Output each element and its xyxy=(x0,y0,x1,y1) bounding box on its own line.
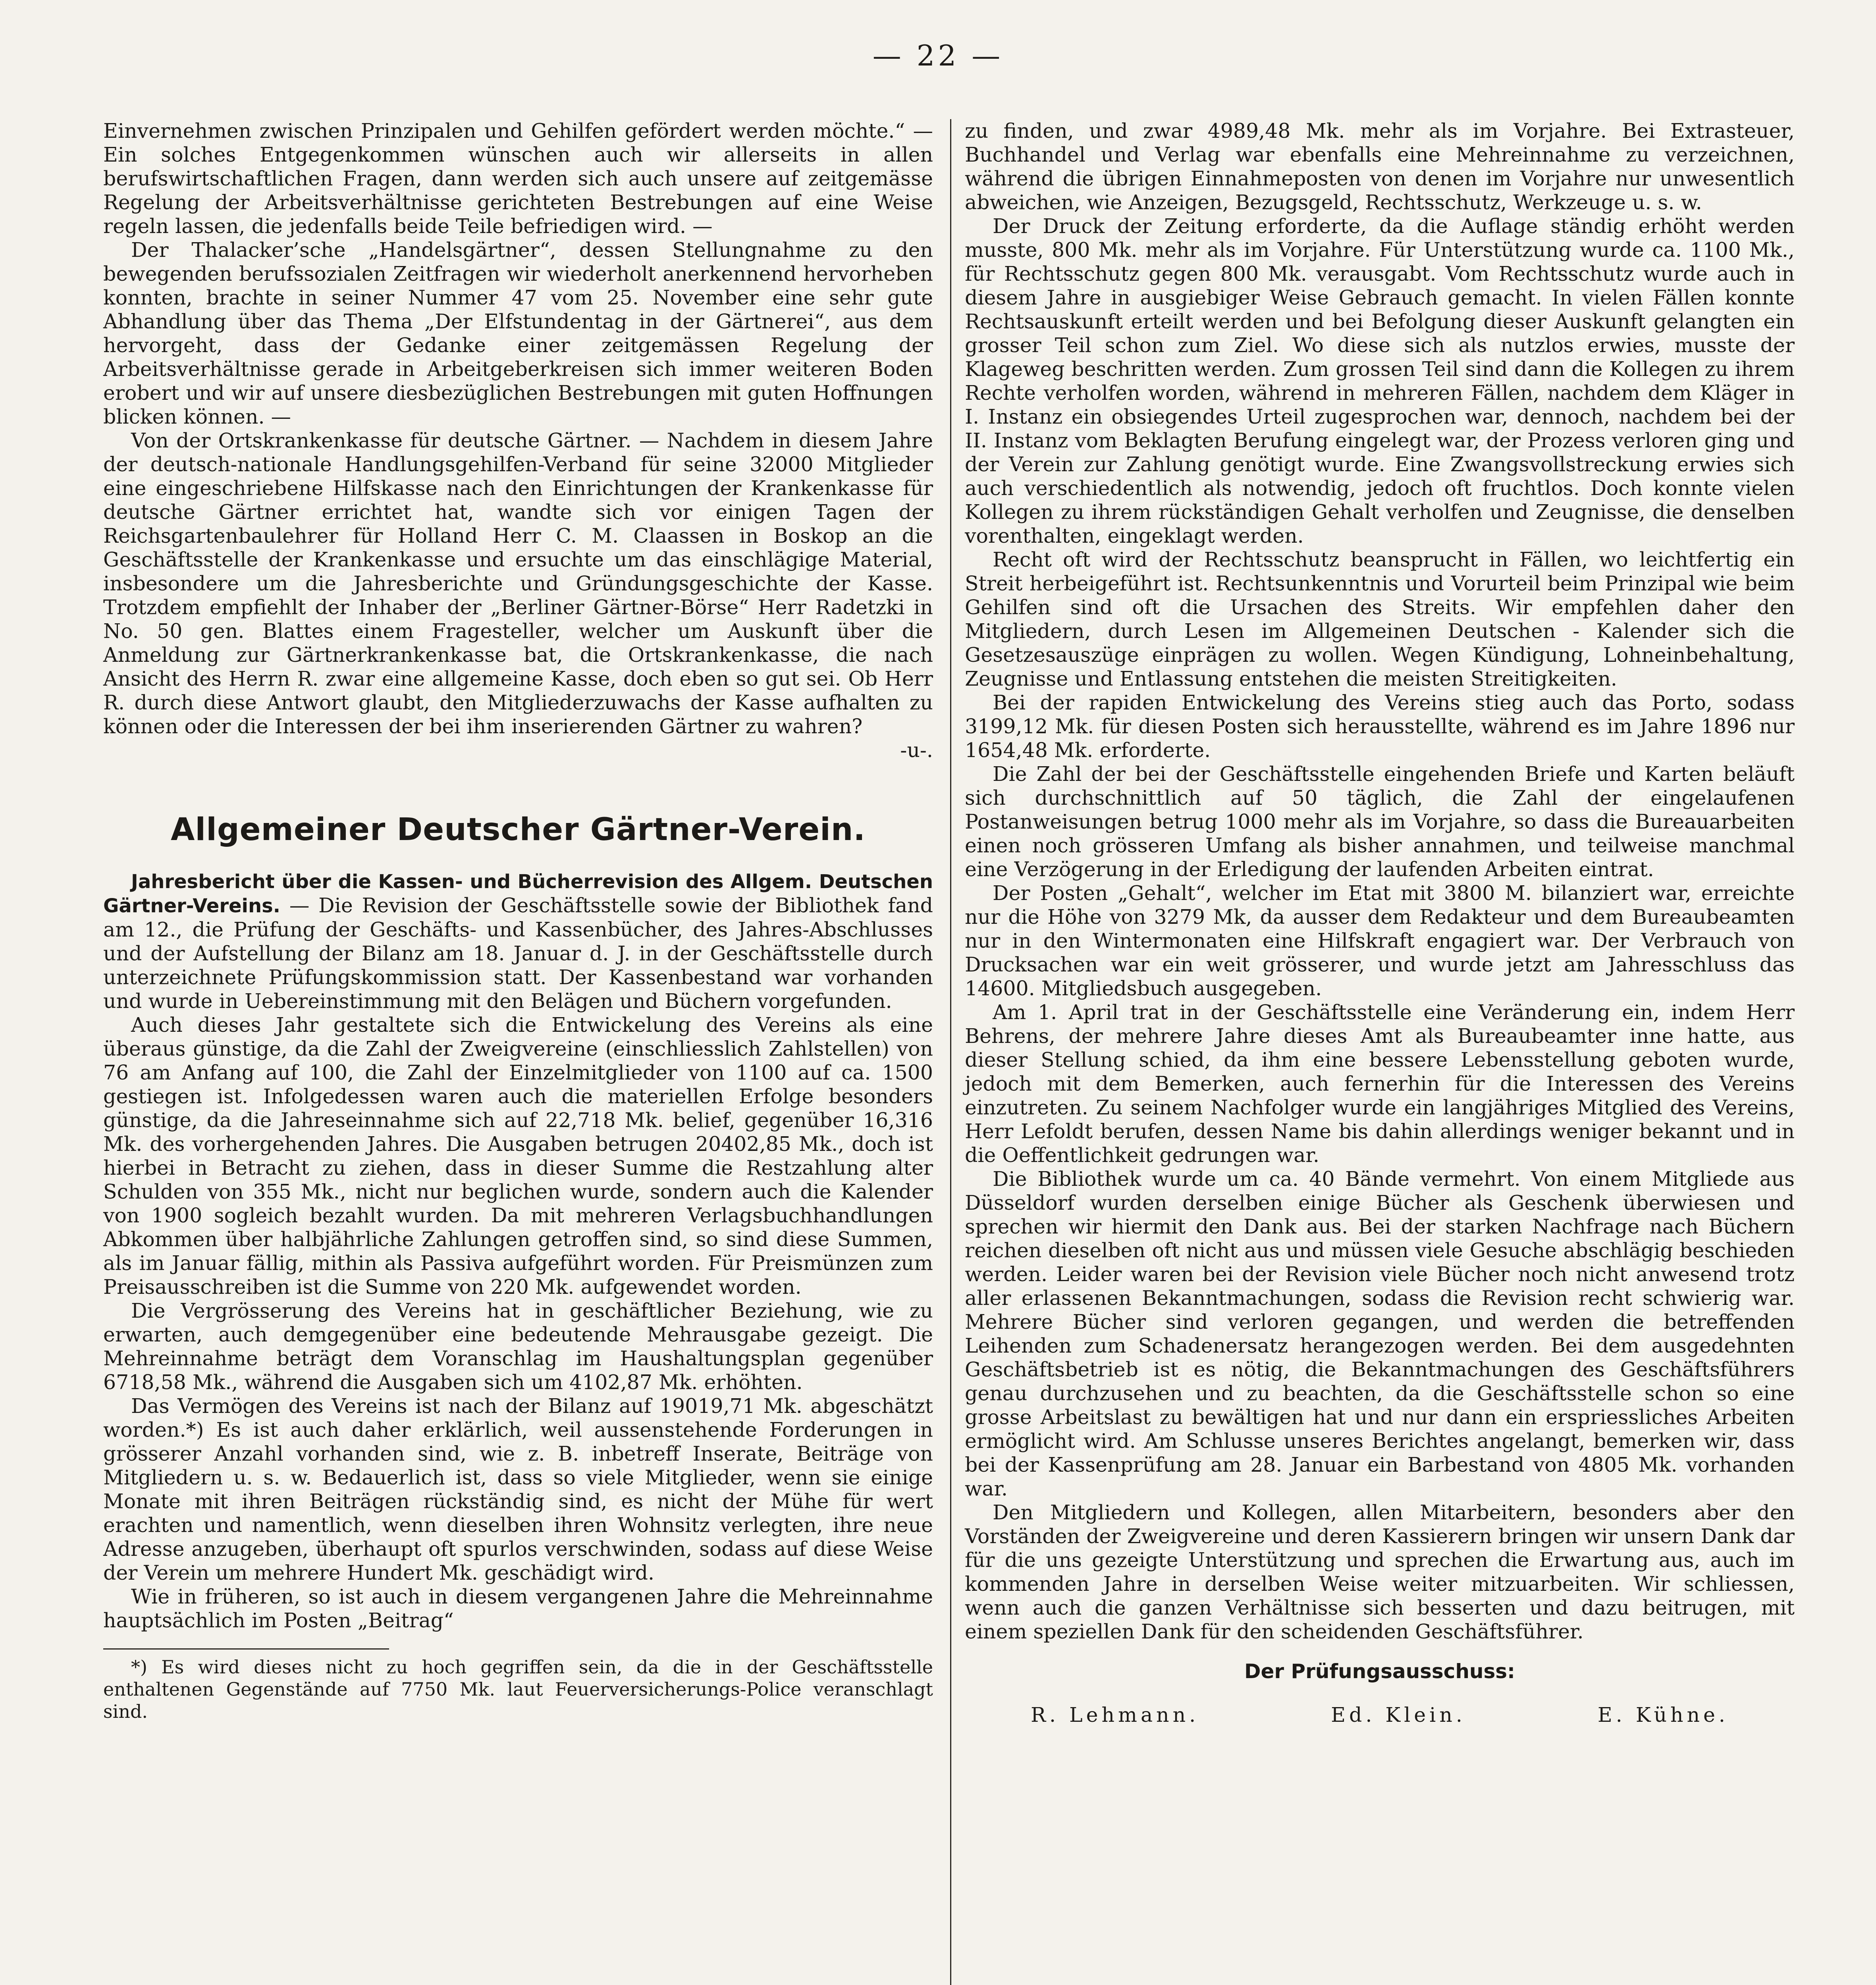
signer-name: E. Kühne. xyxy=(1597,1703,1729,1727)
paragraph: Auch dieses Jahr gestaltete sich die Entwickelung des Vereins als eine überaus günstige, da die Zahl der Zweigvereine (einschliesslich Zahlstellen) von 76 am Anfang auf 100, die Zahl der Einzelmitglieder von 1100 auf ca. 1500 gestiegen ist. Infolgedessen waren auch die materiellen Erfolge besonders günstige, da die Jahreseinnahme sich auf 22,718 Mk. belief, gegenüber 16,316 Mk. des vorhergehenden Jahres. Die Ausgaben betrugen 20402,85 Mk., doch ist hierbei in Betracht zu ziehen, dass in dieser Summe die Restzahlung alter Schulden von 355 Mk., nicht nur beglichen wurde, sondern auch die Kalender von 1900 sogleich bezahlt wurden. Da mit mehreren Verlagsbuchhandlungen Abkommen über halbjährliche Zahlungen getroffen sind, so sind diese Summen, als im Januar fällig, mithin als Passiva aufgeführt worden. Für Preismünzen zum Preisausschreiben ist die Summe von 220 Mk. aufgewendet worden. xyxy=(103,1013,933,1299)
page-number: — 22 — xyxy=(872,39,1004,72)
report-title: Jahresbericht über die Kassen- und Bücherrevision des Allgem. Deutschen Gärtner-Vereins. xyxy=(103,871,933,917)
paragraph: Recht oft wird der Rechtsschutz beansprucht in Fällen, wo leichtfertig ein Streit herbeigeführt ist. Rechtsunkenntnis und Vorurteil beim Prinzipal wie beim Gehilfen sind oft die Ursachen des Streits. Wir empfehlen daher den Mitgliedern, durch Lesen im Allgemeinen Deutschen - Kalender sich die Gesetzesauszüge einprägen zu wollen. Wegen Kündigung, Lohneinbehaltung, Zeugnisse und Entlassung entstehen die meisten Streitigkeiten. xyxy=(965,548,1795,690)
signer-name: Ed. Klein. xyxy=(1331,1703,1466,1727)
committee-label: Der Prüfungsausschuss: xyxy=(1244,1660,1515,1683)
paragraph: Die Zahl der bei der Geschäftsstelle eingehenden Briefe und Karten beläuft sich durchschnittlich auf 50 täglich, die Zahl der eingelaufenen Postanweisungen betrug 1000 mehr als im Vorjahre, so dass die Bureauarbeiten einen noch grösseren Umfang als bisher annahmen, und teilweise manchmal eine Verzögerung in der Erledigung der laufenden Arbeiten eintrat. xyxy=(965,762,1795,881)
paragraph: Am 1. April trat in der Geschäftsstelle eine Veränderung ein, indem Herr Behrens, der mehrere Jahre dieses Amt als Bureaubeamter inne hatte, aus dieser Stellung schied, da ihm eine bessere Lebensstellung geboten wurde, jedoch mit dem Bemerken, auch fernerhin für die Interessen des Vereins einzutreten. Zu seinem Nachfolger wurde ein langjähriges Mitglied des Vereins, Herr Lefoldt berufen, dessen Name bis dahin allerdings weniger bekannt und in die Oeffentlichkeit gedrungen war. xyxy=(965,1000,1795,1167)
paragraph: Bei der rapiden Entwickelung des Vereins stieg auch das Porto, sodass 3199,12 Mk. für diesen Posten sich herausstellte, während es im Jahre 1896 nur 1654,48 Mk. erforderte. xyxy=(965,691,1795,762)
paragraph: Der Posten „Gehalt“, welcher im Etat mit 3800 M. bilanziert war, erreichte nur die Höhe von 3279 Mk, da ausser dem Redakteur und dem Bureaubeamten nur in den Wintermonaten eine Hilfskraft engagiert war. Der Verbrauch von Drucksachen war ein weit grösserer, und wurde jetzt am Jahresschluss das 14600. Mitgliedsbuch ausgegeben. xyxy=(965,881,1795,1000)
signer-list xyxy=(965,1703,1795,1727)
paragraph: Einvernehmen zwischen Prinzipalen und Gehilfen gefördert werden möchte.“ — Ein solches Entgegenkommen wünschen auch wir allerseits in allen berufswirtschaftlichen Fragen, dann werden sich auch unsere auf zeitgemässe Regelung der Arbeitsverhältnisse gerichteten Bestrebungen auf eine Weise regeln lassen, die jedenfalls beide Teile befriedigen wird. — xyxy=(103,119,933,238)
footnote-rule xyxy=(103,1648,389,1650)
paragraph: zu finden, und zwar 4989,48 Mk. mehr als im Vorjahre. Bei Extrasteuer, Buchhandel und Verlag war ebenfalls eine Mehreinnahme zu verzeichnen, während die übrigen Einnahmeposten von denen im Vorjahre nur unwesentlich abweichen, wie Anzeigen, Bezugsgeld, Rechtsschutz, Werkzeuge u. s. w. xyxy=(965,119,1795,214)
footnote: *) Es wird dieses nicht zu hoch gegriffen sein, da die in der Geschäftsstelle enthaltenen Gegenstände auf 7750 Mk. laut Feuerversicherungs-Police veranschlagt sind. xyxy=(103,1656,933,1722)
paragraph: Der Thalacker’sche „Handelsgärtner“, dessen Stellungnahme zu den bewegenden berufssozialen Zeitfragen wir wiederholt anerkennend hervorheben konnten, brachte in seiner Nummer 47 vom 25. November eine sehr gute Abhandlung über das Thema „Der Elfstundentag in der Gärtnerei“, aus dem hervorgeht, dass der Gedanke einer zeitgemässen Regelung der Arbeitsverhältnisse gerade in Arbeitgeberkreisen sich immer weiteren Boden erobert und wir auf unsere diesbezüglichen Bestrebungen mit guten Hoffnungen blicken können. — xyxy=(103,238,933,428)
paragraph: Von der Ortskrankenkasse für deutsche Gärtner. — Nachdem in diesem Jahre der deutsch-nationale Handlungsgehilfen-Verband für seine 32000 Mitglieder eine eingeschriebene Hilfskasse nach den Einrichtungen der Krankenkasse für deutsche Gärtner errichtet hat, wandte sich vor einigen Tagen der Reichsgartenbaulehrer für Holland Herr C. M. Claassen in Boskop an die Geschäftsstelle der Krankenkasse und ersuchte um das einschlägige Material, insbesondere um die Jahresberichte und Gründungsgeschichte der Kasse. Trotzdem empfiehlt der Inhaber der „Berliner Gärtner-Börse“ Herr Radetzki in No. 50 gen. Blattes einem Fragesteller, welcher um Auskunft über die Anmeldung zur Gärtnerkrankenkasse bat, die Ortskrankenkasse, die nach Ansicht des Herrn R. zwar eine allgemeine Kasse, doch eben so gut sei. Ob Herr R. durch diese Antwort glaubt, den Mitgliederzuwachs der Kasse aufhalten zu können oder die Interessen der bei ihm inserierenden Gärtner zu wahren? xyxy=(103,429,933,738)
paragraph: Der Druck der Zeitung erforderte, da die Auflage ständig erhöht werden musste, 800 Mk. mehr als im Vorjahre. Für Unterstützung wurde ca. 1100 Mk., für Rechtsschutz gegen 800 Mk. verausgabt. Vom Rechtsschutz wurde auch in diesem Jahre in ausgiebiger Weise Gebrauch gemacht. In vielen Fällen konnte Rechtsauskunft erteilt werden und bei Befolgung dieser Auskunft gelangten ein grosser Teil schon zum Ziel. Wo diese sich als nutzlos erwies, musste der Klageweg beschritten werden. Zum grossen Teil sind dann die Kollegen zu ihrem Rechte verholfen worden, während in mehreren Fällen, nachdem dem Kläger in I. Instanz ein obsiegendes Urteil zugesprochen war, dennoch, nachdem bei der II. Instanz vom Beklagten Berufung eingelegt war, der Prozess verloren ging und der Verein zur Zahlung genötigt wurde. Eine Zwangsvollstreckung erwies sich auch verschiedentlich als notwendig, jedoch oft fruchtlos. Doch konnte vielen Kollegen zu ihrem rückständigen Gehalt verholfen und Zeugnisse, die denselben vorenthalten, eingeklagt werden. xyxy=(965,214,1795,547)
left-column xyxy=(103,119,933,1723)
paragraph: Das Vermögen des Vereins ist nach der Bilanz auf 19019,71 Mk. abgeschätzt worden.*) Es ist auch daher erklärlich, weil aussenstehende Forderungen in grösserer Anzahl vorhanden sind, wie z. B. inbetreff Inserate, Beiträge von Mitgliedern u. s. w. Bedauerlich ist, dass so viele Mitglieder, wenn sie einige Monate mit ihren Beiträgen rückständig sind, es nicht der Mühe für wert erachten und namentlich, wenn dieselben ihren Wohnsitz verlegten, ihre neue Adresse anzugeben, überhaupt oft spurlos verschwinden, sodass auf diese Weise der Verein um mehrere Hundert Mk. geschädigt wird. xyxy=(103,1394,933,1584)
report-intro-text: — Die Revision der Geschäftsstelle sowie der Bibliothek fand am 12., die Prüfung der Geschäfts- und Kassenbücher, des Jahres-Abschlusses und der Aufstellung der Bilanz am 18. Januar d. J. in der Geschäftsstelle durch unterzeichnete Prüfungskommission statt. Der Kassenbestand war vorhanden und wurde in Uebereinstimmung mit den Belägen und Büchern vorgefunden. xyxy=(103,894,933,1013)
column-divider xyxy=(950,119,951,1985)
report-intro-paragraph xyxy=(103,869,933,1013)
right-column xyxy=(965,119,1795,1727)
paragraph: Die Vergrösserung des Vereins hat in geschäftlicher Beziehung, wie zu erwarten, auch demgegenüber eine bedeutende Mehrausgabe gezeigt. Die Mehreinnahme beträgt dem Voranschlag im Haushaltungsplan gegenüber 6718,58 Mk., während die Ausgaben sich um 4102,87 Mk. erhöhten. xyxy=(103,1299,933,1394)
section-heading: Allgemeiner Deutscher Gärtner-Verein. xyxy=(171,812,866,848)
paragraph: Wie in früheren, so ist auch in diesem vergangenen Jahre die Mehreinnahme hauptsächlich im Posten „Beitrag“ xyxy=(103,1585,933,1632)
paragraph: Den Mitgliedern und Kollegen, allen Mitarbeitern, besonders aber den Vorständen der Zweigvereine und deren Kassierern bringen wir unsern Dank dar für die uns gezeigte Unterstützung und sprechen die Erwartung aus, auch im kommenden Jahre in derselben Weise weiter mitzuarbeiten. Wir schliessen, wenn auch die ganzen Verhältnisse sich besserten und dazu beitrugen, mit einem speziellen Dank für den scheidenden Geschäftsführer. xyxy=(965,1501,1795,1643)
author-signature: -u-. xyxy=(900,738,933,762)
signer-name: R. Lehmann. xyxy=(1030,1703,1199,1727)
paragraph: Die Bibliothek wurde um ca. 40 Bände vermehrt. Von einem Mitgliede aus Düsseldorf wurden derselben einige Bücher als Geschenk überwiesen und sprechen wir hiermit den Dank aus. Bei der starken Nachfrage nach Büchern reichen dieselben oft nicht aus und müssen viele Gesuche abschlägig beschieden werden. Leider waren bei der Revision viele Bücher noch nicht anwesend trotz aller erlassenen Bekanntmachungen, sodass die Revision recht schwierig war. Mehrere Bücher sind verloren gegangen, und werden die betreffenden Leihenden zum Schadenersatz herangezogen werden. Bei dem ausgedehnten Geschäftsbetrieb ist es nötig, die Bekanntmachungen des Geschäftsführers genau durchzusehen und zu beachten, da die Geschäftsstelle schon so eine grosse Arbeitslast zu bewältigen hat und nur dann ein erspriessliches Arbeiten ermöglicht wird. Am Schlusse unseres Berichtes angelangt, bemerken wir, dass bei der Kassenprüfung am 28. Januar ein Barbestand von 4805 Mk. vorhanden war. xyxy=(965,1167,1795,1500)
